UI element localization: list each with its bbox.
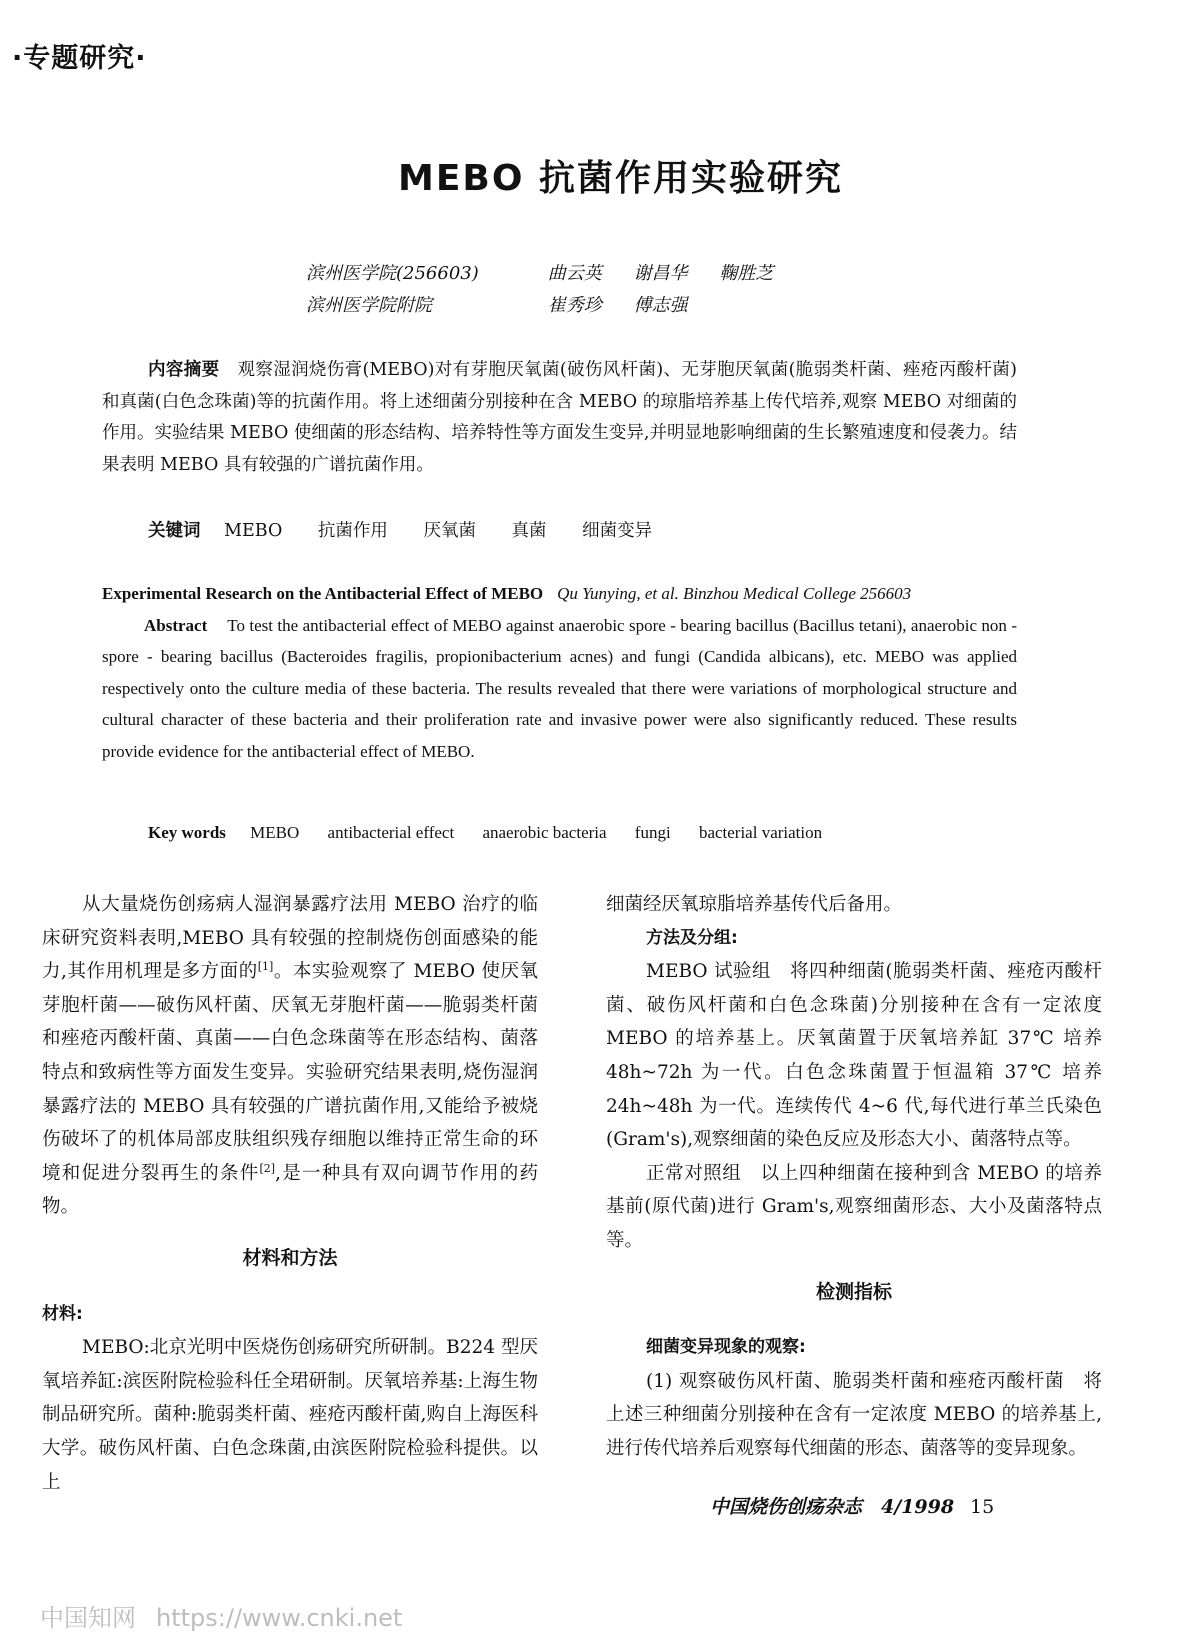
methods-label: 方法及分组: [646, 927, 738, 948]
keywords-en [148, 823, 846, 843]
keywords-en-label: Key words [148, 823, 226, 842]
page-number: 15 [970, 1496, 995, 1518]
keyword: antibacterial effect [327, 823, 455, 842]
keyword: 细菌变异 [582, 521, 653, 541]
english-authors: Qu Yunying, et al. Binzhou Medical College 256603 [557, 584, 912, 603]
heading-materials-methods: 材料和方法 [242, 1246, 338, 1269]
reference-2: [2] [259, 1161, 276, 1175]
keywords-cn [148, 517, 682, 542]
keyword: MEBO [224, 521, 283, 541]
reference-1: [1] [257, 960, 274, 974]
english-abstract-block [102, 578, 1017, 767]
author-name: 鞠胜芝 [719, 263, 774, 284]
observe-label: 细菌变异现象的观察: [646, 1337, 806, 1358]
test-group-paragraph: MEBO 试验组 将四种细菌(脆弱类杆菌、痤疮丙酸杆菌、破伤风杆菌和白色念珠菌)分别接种在含有一定浓度 MEBO 的培养基上。厌氧菌置于厌氧培养缸 37℃ 培养 48h~72h 为一代。白色念珠菌置于恒温箱 37℃ 培养 24h~48h 为一代。连续传代 4~6 代,每代进行革兰氏染色(Gram's),观察细菌的染色反应及形态大小、菌落特点等。 [606, 961, 1102, 1151]
author-name: 崔秀珍 [547, 295, 602, 316]
materials-label: 材料: [42, 1303, 83, 1324]
paper-title: MEBO 抗菌作用实验研究 [398, 158, 843, 199]
keyword: anaerobic bacteria [482, 823, 607, 842]
english-abstract [102, 610, 1017, 768]
intro-text: ,是一种具有双向调节作用的药物。 [42, 1162, 538, 1218]
abstract-cn-text: 观察湿润烧伤膏(MEBO)对有芽胞厌氧菌(破伤风杆菌)、无芽胞厌氧菌(脆弱类杆菌、痤疮丙酸杆菌)和真菌(白色念珠菌)等的抗菌作用。将上述细菌分别接种在含 MEBO 的琼脂培养基上传代培养,观察 MEBO 对细菌的作用。实验结果 MEBO 使细菌的形态结构、培养特性等方面发生变异,并明显地影响细菌的生长繁殖速度和侵袭力。结果表明 MEBO 具有较强的广谱抗菌作用。 [102, 360, 1018, 475]
abstract-cn-label: 内容摘要 [148, 360, 220, 380]
materials-paragraph: MEBO:北京光明中医烧伤创疡研究所研制。B224 型厌氧培养缸:滨医附院检验科任全珺研制。厌氧培养基:上海生物制品研究所。菌种:脆弱类杆菌、痤疮丙酸杆菌,购自上海医科大学。破伤风杆菌、白色念珠菌,由滨医附院检验科提供。以上 [42, 1337, 538, 1493]
author-name: 曲云英 [547, 263, 602, 284]
observe-paragraph: (1) 观察破伤风杆菌、脆弱类杆菌和痤疮丙酸杆菌 将上述三种细菌分别接种在含有一定浓度 MEBO 的培养基上,进行传代培养后观察每代细菌的形态、菌落等的变异现象。 [606, 1370, 1102, 1459]
cnki-watermark [40, 1598, 402, 1633]
author-block [306, 258, 799, 322]
intro-paragraph [42, 888, 538, 1224]
keyword: 厌氧菌 [423, 521, 476, 541]
watermark-brand: 中国知网 [40, 1604, 136, 1632]
section-tag: ·专题研究· [12, 43, 147, 74]
page-footer [710, 1492, 994, 1519]
keyword: MEBO [250, 823, 300, 842]
affiliation: 滨州医学院(256603) [306, 263, 479, 284]
author-name: 谢昌华 [633, 263, 688, 284]
intro-text: 。本实验观察了 MEBO 使厌氧芽胞杆菌——破伤风杆菌、厌氧无芽胞杆菌——脆弱类杆菌和痤疮丙酸杆菌、真菌——白色念珠菌等在形态结构、菌落特点和致病性等方面发生变异。实验研究结果表明,烧伤湿润暴露疗法的 MEBO 具有较强的广谱抗菌作用,又能给予被烧伤破坏了的机体局部皮肤组织残存细胞以维持正常生命的环境和促进分裂再生的条件 [42, 961, 538, 1184]
keyword: 真菌 [511, 521, 547, 541]
keyword: bacterial variation [698, 823, 823, 842]
heading-indicators: 检测指标 [815, 1280, 892, 1303]
affiliation: 滨州医学院附院 [306, 295, 432, 316]
journal-info: 中国烧伤创疡杂志 4/1998 [710, 1496, 955, 1518]
english-abstract-text: To test the antibacterial effect of MEBO against anaerobic spore - bearing bacillus (Bacillus tetani), anaerobic non - spore - bearing bacillus (Bacteroides fragilis, propionibacterium acnes) and fungi (Candida albicans), etc. MEBO was applied respectively onto the culture media of these bacteria. The results revealed that there were variations of morphological structure and cultural character of these bacteria and their proliferation rate and invasive power were also significantly reduced. These results provide evidence for the antibacterial effect of MEBO. [102, 615, 1017, 761]
english-title: Experimental Research on the Antibacterial Effect of MEBO [102, 584, 544, 603]
continued-paragraph: 细菌经厌氧琼脂培养基传代后备用。 [606, 894, 903, 915]
english-heading [102, 578, 1017, 610]
watermark-url: https://www.cnki.net [156, 1604, 403, 1632]
body-column-right [606, 888, 1102, 1466]
keyword: fungi [634, 823, 671, 842]
abstract-cn [102, 355, 1017, 481]
english-abstract-label: Abstract [144, 615, 208, 635]
author-line-1 [306, 258, 799, 290]
keyword: 抗菌作用 [317, 521, 388, 541]
keywords-cn-label: 关键词 [148, 521, 201, 541]
intro-text: 从大量烧伤创疡病人湿润暴露疗法用 MEBO 治疗的临床研究资料表明,MEBO 具有较强的控制烧伤创面感染的能力,其作用机理是多方面的 [42, 894, 538, 983]
body-column-left [42, 888, 538, 1499]
author-line-2 [306, 290, 799, 322]
control-group-paragraph: 正常对照组 以上四种细菌在接种到含 MEBO 的培养基前(原代菌)进行 Gram's,观察细菌形态、大小及菌落特点等。 [606, 1162, 1102, 1251]
author-name: 傅志强 [633, 295, 688, 316]
